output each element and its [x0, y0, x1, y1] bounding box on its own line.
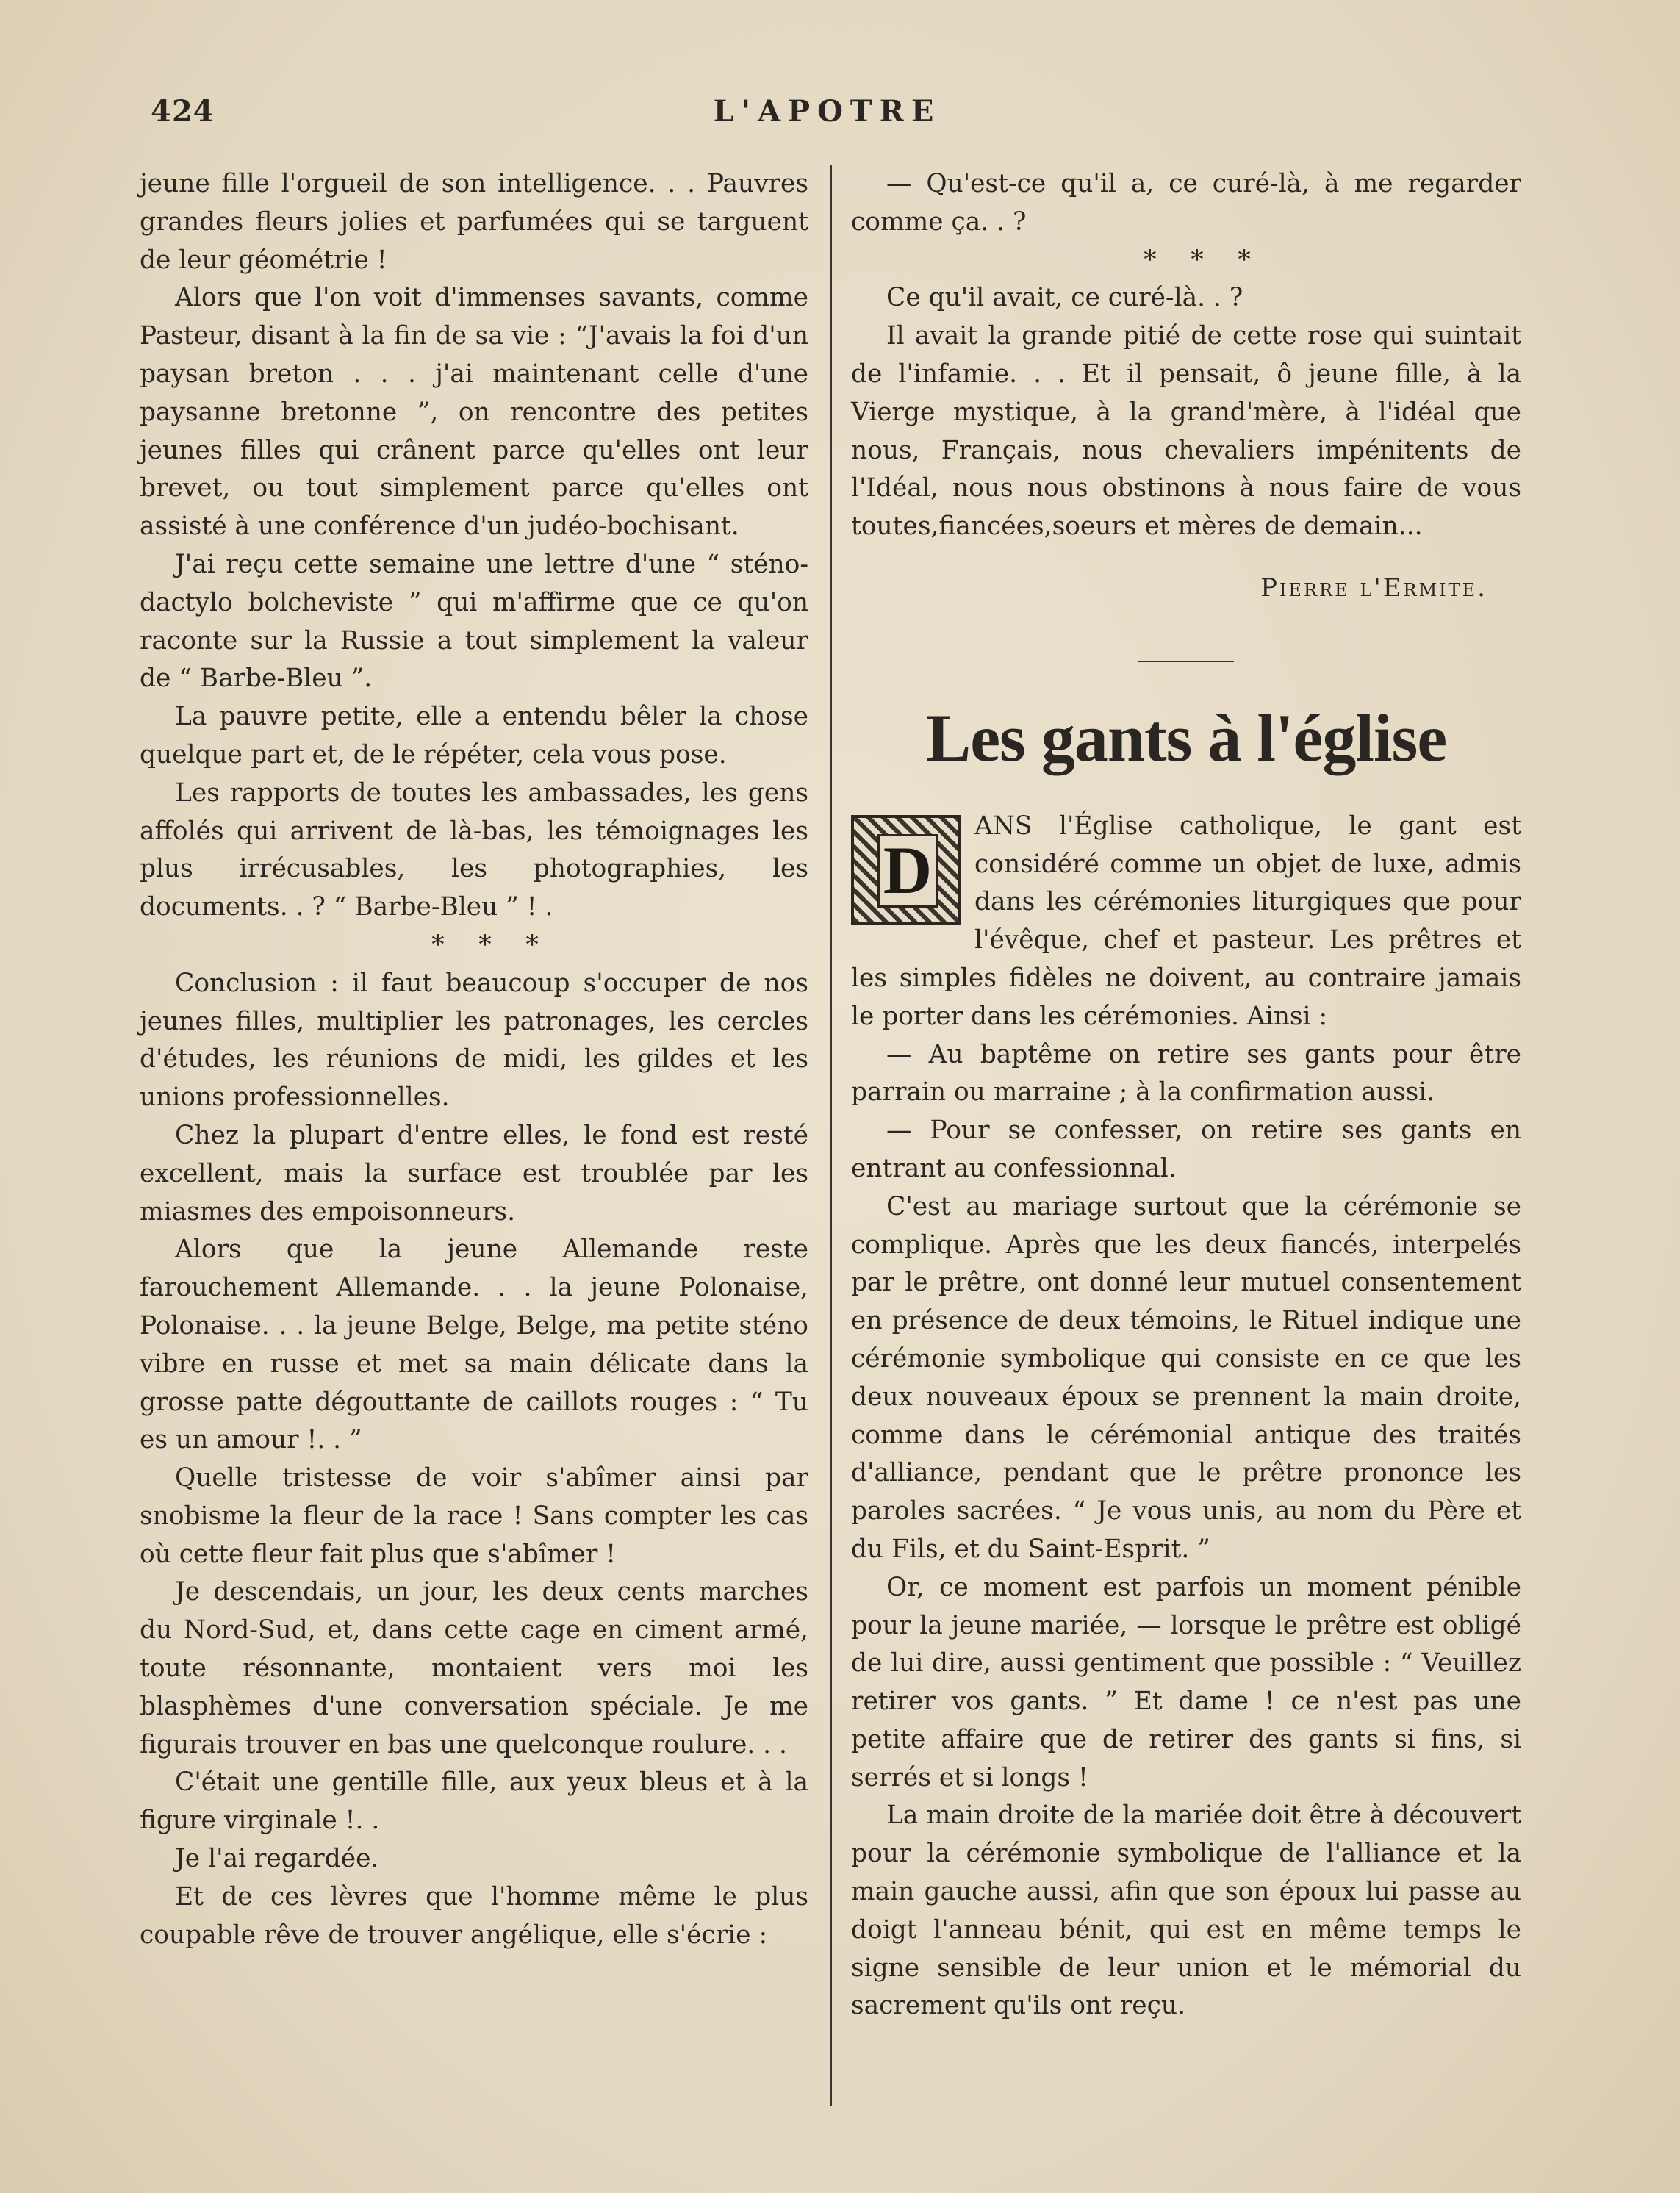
paragraph: Les rapports de toutes les ambassades, les gens affolés qui arrivent de là-bas, les témoignages les plus irrécusables, les photographies, les documents. . ? “ Barbe-Bleu ” ! . [140, 778, 808, 922]
author-signature: Pierre l'Ermite. [1260, 573, 1487, 603]
paragraph: Or, ce moment est parfois un moment pénible pour la jeune mariée, — lorsque le prêtre est obligé de lui dire, aussi gentiment que possible : “ Veuillez retirer vos gants. ” Et dame ! ce n'est pas une petite affaire que de retirer des gants si fins, si serrés et si longs ! [851, 1572, 1521, 1792]
paragraph: jeune fille l'orgueil de son intelligence. . . Pauvres grandes fleurs jolies et parfumées qui se targuent de leur géométrie ! [140, 169, 808, 275]
section-rule [1138, 661, 1234, 662]
article-intro [851, 808, 1521, 1036]
paragraph: J'ai reçu cette semaine une lettre d'une “ sténo-dactylo bolcheviste ” qui m'affirme que ce qu'on raconte sur la Russie a tout simplement la valeur de “ Barbe-Bleu ”. [140, 549, 808, 694]
page-header [151, 94, 1504, 138]
paragraph: Conclusion : il faut beaucoup s'occuper de nos jeunes filles, multiplier les patronages, les cercles d'études, les réunions de midi, les gildes et les unions professionnelles. [140, 968, 808, 1113]
paragraph: Alors que l'on voit d'immenses savants, comme Pasteur, disant à la fin de sa vie : “J'avais la foi d'un paysan breton . . . j'ai maintenant celle d'une paysanne bretonne ”, on rencontre des petites jeunes filles qui crânent parce qu'elles ont leur brevet, ou tout simplement parce qu'elles ont assisté à une conférence d'un judéo-bochisant. [140, 283, 808, 542]
paragraph: — Pour se confesser, on retire ses gants en entrant au confessionnal. [851, 1116, 1521, 1183]
paragraph: Je descendais, un jour, les deux cents marches du Nord-Sud, et, dans cette cage en ciment armé, toute résonnante, montaient vers moi les blasphèmes d'une conversation spéciale. Je me figurais trouver en bas une quelconque roulure. . . [140, 1577, 808, 1759]
paragraph: Alors que la jeune Allemande reste farouchement Allemande. . . la jeune Polonaise, Polonaise. . . la jeune Belge, Belge, ma petite sténo vibre en russe et met sa main délicate dans la grosse patte dégouttante de caillots rouges : “ Tu es un amour !. . ” [140, 1235, 808, 1455]
ornamental-dropcap [851, 815, 961, 925]
paragraph: — Au baptême on retire ses gants pour être parrain ou marraine ; à la confirmation aussi. [851, 1039, 1521, 1108]
paragraph: C'est au mariage surtout que la cérémonie se complique. Après que les deux fiancés, interpelés par le prêtre, ont donné leur mutuel consentement en présence de deux témoins, le Rituel indique une cérémonie symbolique qui consiste en ce que les deux nouveaux époux se prennent la main droite, comme dans le cérémonial antique des traités d'alliance, pendant que le prêtre prononce les paroles sacrées. “ Je vous unis, au nom du Père et du Fils, et du Saint-Esprit. ” [851, 1191, 1521, 1564]
running-title: L'APOTRE [713, 94, 941, 129]
paragraph: Ce qu'il avait, ce curé-là. . ? [886, 283, 1243, 313]
column-divider [830, 165, 832, 2106]
paragraph: Je l'ai regardée. [175, 1844, 379, 1874]
dropcap-letter: D [877, 834, 938, 908]
paragraph: — Qu'est-ce qu'il a, ce curé-là, à me regarder comme ça. . ? [851, 169, 1521, 237]
paragraph: Quelle tristesse de voir s'abîmer ainsi par snobisme la fleur de la race ! Sans compter les cas où cette fleur fait plus que s'abîmer ! [140, 1463, 808, 1569]
page-number: 424 [151, 94, 215, 129]
left-column [140, 165, 808, 1954]
paragraph: Chez la plupart d'entre elles, le fond est resté excellent, mais la surface est troublée par les miasmes des empoisonneurs. [140, 1120, 808, 1227]
paragraph: ANS l'Église catholique, le gant est considéré comme un objet de luxe, admis dans les cérémonies liturgiques que pour l'évêque, chef et pasteur. Les prêtres et les simples fidèles ne doivent, au contraire jamais le porter dans les cérémonies. Ainsi : [851, 811, 1521, 1031]
paragraph: Et de ces lèvres que l'homme même le plus coupable rêve de trouver angélique, elle s'écrie : [140, 1881, 808, 1950]
article-title: Les gants à l'église [925, 700, 1447, 775]
section-break-stars: * * * [1144, 245, 1264, 275]
paragraph: Il avait la grande pitié de cette rose qui suintait de l'infamie. . . Et il pensait, ô jeune fille, à la Vierge mystique, à la grand'mère, à l'idéal que nous, Français, nous chevaliers impénitents de l'Idéal, nous nous obstinons à nous faire de vous toutes,fiancées,soeurs et mères de demain... [851, 321, 1521, 542]
paragraph: La main droite de la mariée doit être à découvert pour la cérémonie symbolique de l'alliance et la main gauche aussi, afin que son époux lui passe au doigt l'anneau bénit, qui est en même temps le signe sensible de leur union et le mémorial du sacrement qu'ils ont reçu. [851, 1801, 1521, 2021]
paragraph: La pauvre petite, elle a entendu bêler la chose quelque part et, de le répéter, cela vous pose. [140, 702, 808, 769]
section-break-stars: * * * [431, 930, 552, 960]
right-column [851, 165, 1521, 2025]
paragraph: C'était une gentille fille, aux yeux bleus et à la figure virginale !. . [140, 1767, 808, 1836]
